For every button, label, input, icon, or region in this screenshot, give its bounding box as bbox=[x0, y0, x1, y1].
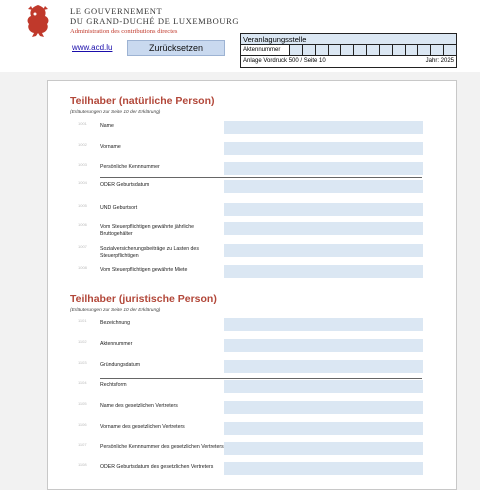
field-label: Sozialversicherungsbeiträge zu Lasten des Steuerpflichtigen bbox=[100, 246, 199, 259]
veranlagungsstelle-title: Veranlagungsstelle bbox=[241, 34, 456, 45]
legal-person-input-field[interactable] bbox=[224, 380, 423, 393]
field-code: 1006 bbox=[78, 222, 87, 227]
aktennummer-digit[interactable] bbox=[353, 45, 366, 55]
legal-person-row bbox=[48, 339, 458, 355]
natural-person-row bbox=[48, 121, 458, 137]
natural-person-row bbox=[48, 162, 458, 178]
field-code: 1004 bbox=[78, 180, 87, 185]
luxembourg-lion-logo bbox=[22, 3, 54, 39]
legal-person-input-field[interactable] bbox=[224, 462, 423, 475]
legal-person-input-field[interactable] bbox=[224, 422, 423, 435]
natural-person-input-field[interactable] bbox=[224, 121, 423, 134]
aktennummer-row bbox=[241, 45, 456, 56]
legal-person-row bbox=[48, 401, 458, 417]
reset-button[interactable]: Zurücksetzen bbox=[127, 40, 225, 56]
aktennummer-digit[interactable] bbox=[443, 45, 456, 55]
natural-person-row bbox=[48, 265, 458, 281]
natural-person-input-field[interactable] bbox=[224, 203, 423, 216]
natural-person-row bbox=[48, 244, 458, 260]
field-label: Aktennummer bbox=[100, 341, 133, 347]
field-label: Name des gesetzlichen Vertreters bbox=[100, 403, 178, 409]
aktennummer-digit[interactable] bbox=[430, 45, 443, 55]
administration-name: Administration des contributions directes bbox=[70, 28, 178, 35]
aktennummer-digit[interactable] bbox=[417, 45, 430, 55]
field-code: 1103 bbox=[78, 360, 87, 365]
aktennummer-digit[interactable] bbox=[405, 45, 418, 55]
legal-person-input-field[interactable] bbox=[224, 318, 423, 331]
top-header bbox=[0, 0, 480, 72]
natural-person-row bbox=[48, 222, 458, 238]
anlage-text: Anlage Vordruck 500 / Seite 10 bbox=[243, 58, 326, 64]
aktennummer-digit[interactable] bbox=[392, 45, 405, 55]
field-code: 1001 bbox=[78, 121, 87, 126]
field-code: 1003 bbox=[78, 162, 87, 167]
field-code: 1106 bbox=[78, 422, 87, 427]
gov-line-2: DU GRAND-DUCHÉ DE LUXEMBOURG bbox=[70, 16, 240, 26]
field-code: 1102 bbox=[78, 339, 87, 344]
field-label: UND Geburtsort bbox=[100, 205, 138, 211]
section-divider bbox=[100, 177, 422, 178]
aktennummer-digit[interactable] bbox=[302, 45, 315, 55]
natural-person-row bbox=[48, 142, 458, 158]
field-code: 1108 bbox=[78, 462, 87, 467]
natural-person-input-field[interactable] bbox=[224, 222, 423, 235]
field-code: 1007 bbox=[78, 244, 87, 249]
field-label: ODER Geburtsdatum bbox=[100, 182, 150, 188]
legal-person-input-field[interactable] bbox=[224, 339, 423, 352]
veranlagungsstelle-box bbox=[240, 33, 457, 68]
jahr-text: Jahr: 2025 bbox=[425, 58, 454, 64]
field-label: Vorname des gesetzlichen Vertreters bbox=[100, 424, 185, 430]
legal-person-row bbox=[48, 380, 458, 396]
legal-person-input-field[interactable] bbox=[224, 442, 423, 455]
legal-person-row bbox=[48, 422, 458, 438]
legal-person-row bbox=[48, 462, 458, 478]
field-label: Persönliche Kennnummer bbox=[100, 164, 160, 170]
field-label: Name bbox=[100, 123, 114, 129]
field-label: Gründungsdatum bbox=[100, 362, 141, 368]
natural-person-input-field[interactable] bbox=[224, 180, 423, 193]
legal-person-row bbox=[48, 442, 458, 458]
acd-website-link[interactable]: www.acd.lu bbox=[72, 43, 113, 52]
field-code: 1101 bbox=[78, 318, 87, 323]
gov-line-1: LE GOUVERNEMENT bbox=[70, 6, 163, 16]
field-label: Bezeichnung bbox=[100, 320, 130, 326]
government-title bbox=[70, 6, 239, 37]
field-code: 1104 bbox=[78, 380, 87, 385]
legal-person-input-field[interactable] bbox=[224, 401, 423, 414]
natural-person-row bbox=[48, 203, 458, 219]
form-page bbox=[47, 80, 457, 490]
aktennummer-digit[interactable] bbox=[379, 45, 392, 55]
anlage-row bbox=[241, 56, 456, 67]
aktennummer-digit[interactable] bbox=[289, 45, 302, 55]
aktennummer-label: Aktennummer bbox=[243, 47, 281, 53]
aktennummer-digit[interactable] bbox=[340, 45, 353, 55]
field-code: 1008 bbox=[78, 265, 87, 270]
field-label: ODER Geburtsdatum des gesetzlichen Vertreters bbox=[100, 464, 214, 470]
aktennummer-digit[interactable] bbox=[328, 45, 341, 55]
natural-person-subtitle: (Erläuterungen zur Seite 10 der Erklärung) bbox=[70, 110, 161, 115]
field-label: Vom Steuerpflichtigen gewährte Miete bbox=[100, 267, 188, 273]
legal-person-subtitle: (Erläuterungen zur Seite 10 der Erklärung) bbox=[70, 308, 161, 313]
aktennummer-digit[interactable] bbox=[366, 45, 379, 55]
field-label: Persönliche Kennnummer des gesetzlichen Vertreters bbox=[100, 444, 224, 450]
field-label: Vorname bbox=[100, 144, 121, 150]
field-label: Vom Steuerpflichtigen gewährte jährliche Bruttogehälter bbox=[100, 224, 195, 237]
legal-person-row bbox=[48, 360, 458, 376]
legal-person-input-field[interactable] bbox=[224, 360, 423, 373]
legal-person-row bbox=[48, 318, 458, 334]
field-code: 1105 bbox=[78, 401, 87, 406]
field-label: Rechtsform bbox=[100, 382, 127, 388]
natural-person-input-field[interactable] bbox=[224, 265, 423, 278]
natural-person-input-field[interactable] bbox=[224, 162, 423, 175]
natural-person-title: Teilhaber (natürliche Person) bbox=[70, 95, 215, 107]
field-code: 1005 bbox=[78, 203, 87, 208]
aktennummer-digit[interactable] bbox=[315, 45, 328, 55]
field-code: 1107 bbox=[78, 442, 87, 447]
natural-person-input-field[interactable] bbox=[224, 142, 423, 155]
legal-person-title: Teilhaber (juristische Person) bbox=[70, 293, 217, 305]
natural-person-row bbox=[48, 180, 458, 196]
field-code: 1002 bbox=[78, 142, 87, 147]
section-divider bbox=[100, 378, 422, 379]
natural-person-input-field[interactable] bbox=[224, 244, 423, 257]
